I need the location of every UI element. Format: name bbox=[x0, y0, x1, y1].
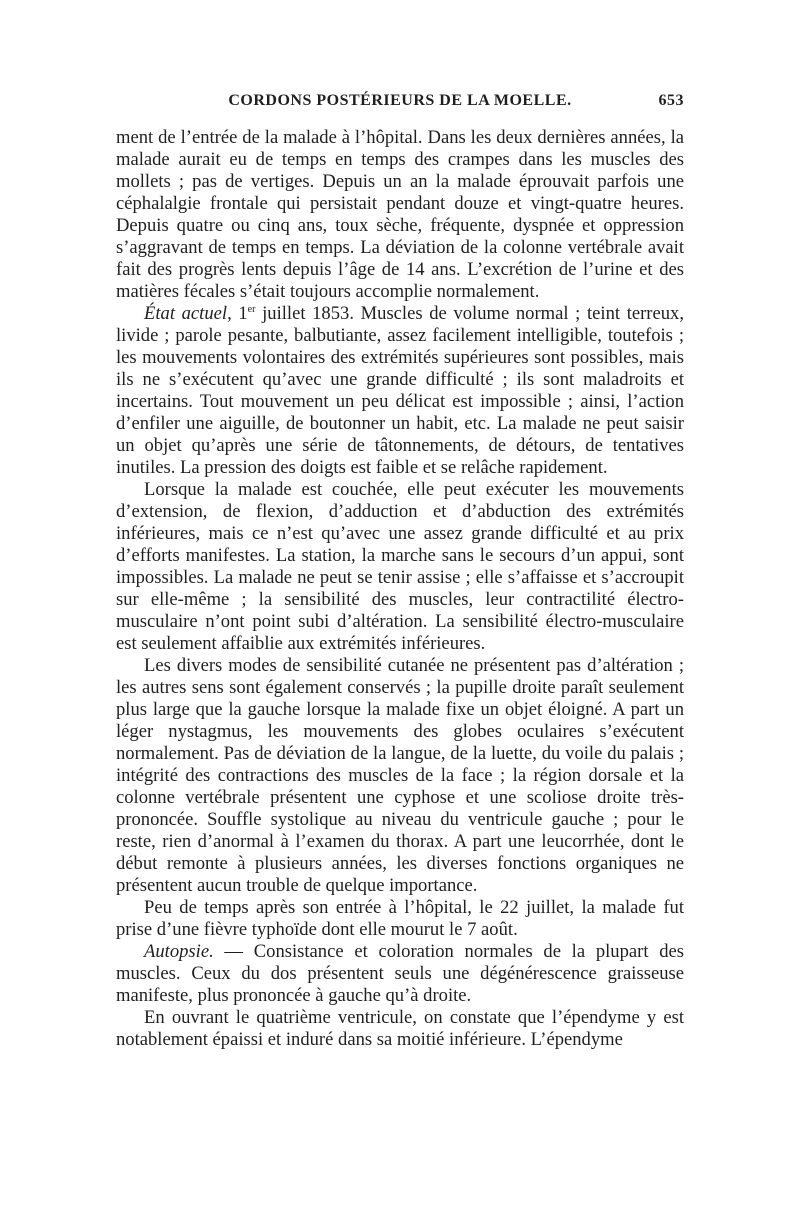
page-number: 653 bbox=[658, 92, 684, 109]
section-lead-autopsie: Autopsie. bbox=[144, 941, 214, 962]
paragraph-text: Lorsque la malade est couchée, elle peut exécuter les mouvements d’extension, de flexion, d’adduction et d’abduction des extrémités inférieures, mais ce n’est qu’avec une assez grande difficulté et au prix d’efforts manifestes. La station, la marche sans le secours d’un appui, sont impossibles. La malade ne peut se tenir assise ; elle s’affaisse et s’accroupit sur elle-même ; la sensibilité des muscles, leur contractilité électro-musculaire n’ont point subi d’altération. La sensibilité électro-musculaire est seulement affaiblie aux extrémités inférieures. bbox=[116, 479, 684, 654]
date-ordinal-suffix: er bbox=[247, 303, 256, 315]
running-head bbox=[116, 92, 684, 118]
paragraph-text: En ouvrant le quatrième ventricule, on constate que l’épendyme y est notablement épaissi et induré dans sa moitié inférieure. L’épendyme bbox=[116, 1007, 684, 1050]
paragraph-text: juillet 1853. Muscles de volume normal ; teint terreux, livide ; parole pesante, balbutiante, assez facilement intelligible, toutefois ; les mouvements volontaires des extrémités supérieures sont possibles, mais ils ne s’exécutent qu’avec une grande difficulté ; ils sont maladroits et incertains. Tout mouvement un peu délicat est impossible ; ainsi, l’action d’enfiler une aiguille, de boutonner un habit, etc. La malade ne peut saisir un objet qu’après une série de tâtonnements, de détours, de tentatives inutiles. La pression des doigts est faible et se relâche rapidement. bbox=[116, 303, 684, 478]
running-title: CORDONS POSTÉRIEURS DE LA MOELLE. bbox=[228, 92, 572, 109]
paragraph-sensibilite bbox=[116, 655, 684, 897]
paragraph-text: ment de l’entrée de la malade à l’hôpital. Dans les deux dernières années, la malade aurait eu de temps en temps des crampes dans les muscles des mollets ; pas de vertiges. Depuis un an la malade éprouvait parfois une céphalalgie frontale qui persistait pendant douze et vingt-quatre heures. Depuis quatre ou cinq ans, toux sèche, fréquente, dyspnée et oppression s’aggravant de temps en temps. La déviation de la colonne vertébrale avait fait des progrès lents depuis l’âge de 14 ans. L’excrétion de l’urine et des matières fécales s’était toujours accomplie normalement. bbox=[116, 127, 684, 302]
paragraph-ventricule bbox=[116, 1007, 684, 1051]
paragraph-continuation bbox=[116, 127, 684, 303]
paragraph-text: Les divers modes de sensibilité cutanée ne présentent pas d’altération ; les autres sens sont également conservés ; la pupille droite paraît seulement plus large que la gauche lorsque la malade fixe un objet éloigné. A part un léger nystagmus, les mouvements des globes oculaires s’exécutent normalement. Pas de déviation de la langue, de la luette, du voile du palais ; intégrité des contractions des muscles de la face ; la région dorsale et la colonne vertébrale présentent une cyphose et une scoliose droite très-prononcée. Souffle systolique au niveau du ventricule gauche ; pour le reste, rien d’anormal à l’examen du thorax. A part une leucorrhée, dont le début remonte à plusieurs années, les diverses fonctions organiques ne présentent aucun trouble de quelque importance. bbox=[116, 655, 684, 896]
body-text bbox=[116, 127, 684, 1051]
paragraph-etat-actuel bbox=[116, 303, 684, 479]
date-day: 1 bbox=[231, 303, 248, 324]
section-lead-etat-actuel: État actuel, bbox=[144, 303, 232, 324]
paragraph-text: Peu de temps après son entrée à l’hôpital, le 22 juillet, la malade fut prise d’une fièvre typhoïde dont elle mourut le 7 août. bbox=[116, 897, 684, 940]
paragraph-mouvements bbox=[116, 479, 684, 655]
paragraph-fievre bbox=[116, 897, 684, 941]
paragraph-text: — Consistance et coloration normales de la plupart des muscles. Ceux du dos présentent seuls une dégénérescence graisseuse manifeste, plus prononcée à gauche qu’à droite. bbox=[116, 941, 684, 1006]
paragraph-autopsie bbox=[116, 941, 684, 1007]
